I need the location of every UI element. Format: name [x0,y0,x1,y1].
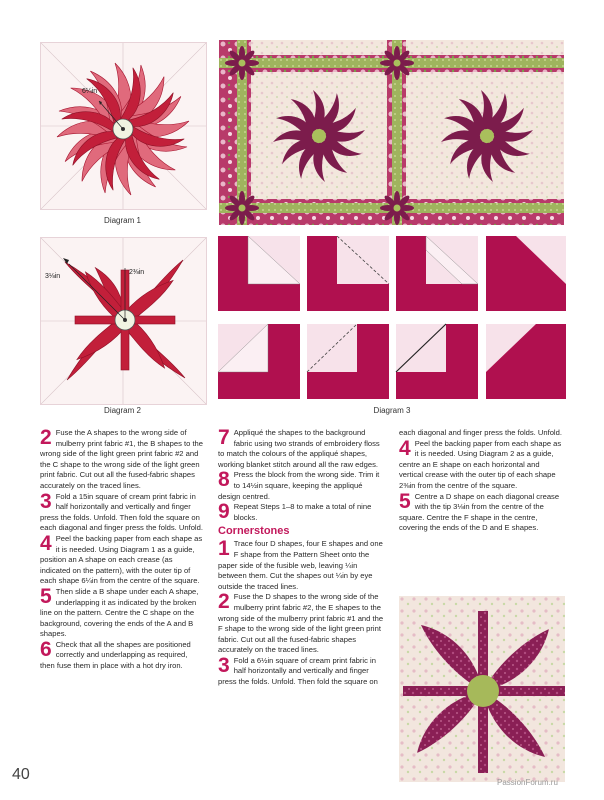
step-5: 5 Then slide a B shape under each A shape, underlapping it as indicated by the broken line on the pattern. Centre the C shape on the background, covering the ends of the A and B shapes. [40,584,199,639]
cornerstone-step-4: 4 Peel the backing paper from each shape as it is needed. Using Diagram 2 as a guide, centre an E shape on each horizontal and vertical crease with the outer tip of each shape 2⅜in from the centre of the square. [399,436,562,490]
diagram-1-art [41,43,206,209]
step-2: 2 Fuse the A shapes to the wrong side of mulberry print fabric #1, the B shapes to the wrong side of the light green print fabric #2 and the C shape to the wrong side of the light green print fabric. Cut out all the fused-fabric shapes accurately on the traced lines. [40,426,203,490]
cornerstone-step-1: 1 Trace four D shapes, four E shapes and one F shape from the Pattern Sheet onto the paper side of the fusible web, leaving ¼in between them. Cut the shapes out ¼in by eye outside the traced lines. [218,537,383,591]
step-7: 7 Appliqué the shapes to the background fabric using two strands of embroidery floss to match the colours of the appliqué shapes, working blanket stitch around all the raw edges. [218,426,380,469]
diagram-3 [218,236,566,402]
continued-text: each diagonal and finger press the folds. Unfold. [399,428,562,437]
cornerstone-step-2: 2 Fuse the D shapes to the wrong side of the mulberry print fabric #2, the E shapes to the wrong side of the mulberry print fabric #1 and the F shape to the wrong side of the light green print fabric. Cut out all the fused-fabric shapes accurately on the traced lines. [218,590,384,655]
diagram-2-measure-center: 2⅜in [129,269,145,276]
step-8: 8 Press the block from the wrong side. Trim it to 14½in square, keeping the appliqué design centred. [218,468,380,501]
step-4: 4 Peel the backing paper from each shape as it is needed. Using Diagram 1 as a guide, position an A shape on each crease (as indicated on the pattern), with the outer tip of each shape 6¼in from the centre of the square. [40,531,203,586]
diagram-1-measure: 6¼in [82,88,98,95]
diagram-2-measure-left: 3⅛in [45,273,61,280]
text-column-middle [218,428,384,688]
step-9: 9 Repeat Steps 1–8 to make a total of nine blocks. [218,500,372,524]
diagram-2-art [41,238,206,404]
watermark: PassionForum.ru [497,778,558,787]
cornerstone-step-5: 5 Centre a D shape on each diagonal crease with the tip 3⅛in from the centre of the square. Centre the F shape in the centre, covering the ends of the D and E shapes. [399,489,560,533]
quilt-photo [219,40,564,225]
page-number: 40 [12,766,30,783]
step-3: 3 Fold a 15in square of cream print fabric in half horizontally and vertically and finger press the folds. Unfold. Then fold the square on each diagonal and finger press the folds. Unfold. [40,489,203,533]
diagram-1 [40,42,207,210]
diagram-3-art [218,236,566,402]
section-heading-cornerstones: Cornerstones [218,525,290,538]
step-6: 6 Check that all the shapes are positioned correctly and underlapping as required, then fuse them in place with a hot dry iron. [40,637,191,671]
cornerstone-step-3: 3 Fold a 6½in square of cream print fabric in half horizontally and vertically and finger press the folds. Unfold. Then fold the square on [218,653,378,687]
text-column-right [399,428,565,534]
diagram-3-caption: Diagram 3 [373,406,411,415]
diagram-2 [40,237,207,405]
text-column-left [40,428,203,672]
diagram-2-caption: Diagram 2 [104,406,141,415]
diagram-1-caption: Diagram 1 [104,216,141,225]
cornerstone-photo [399,596,565,782]
